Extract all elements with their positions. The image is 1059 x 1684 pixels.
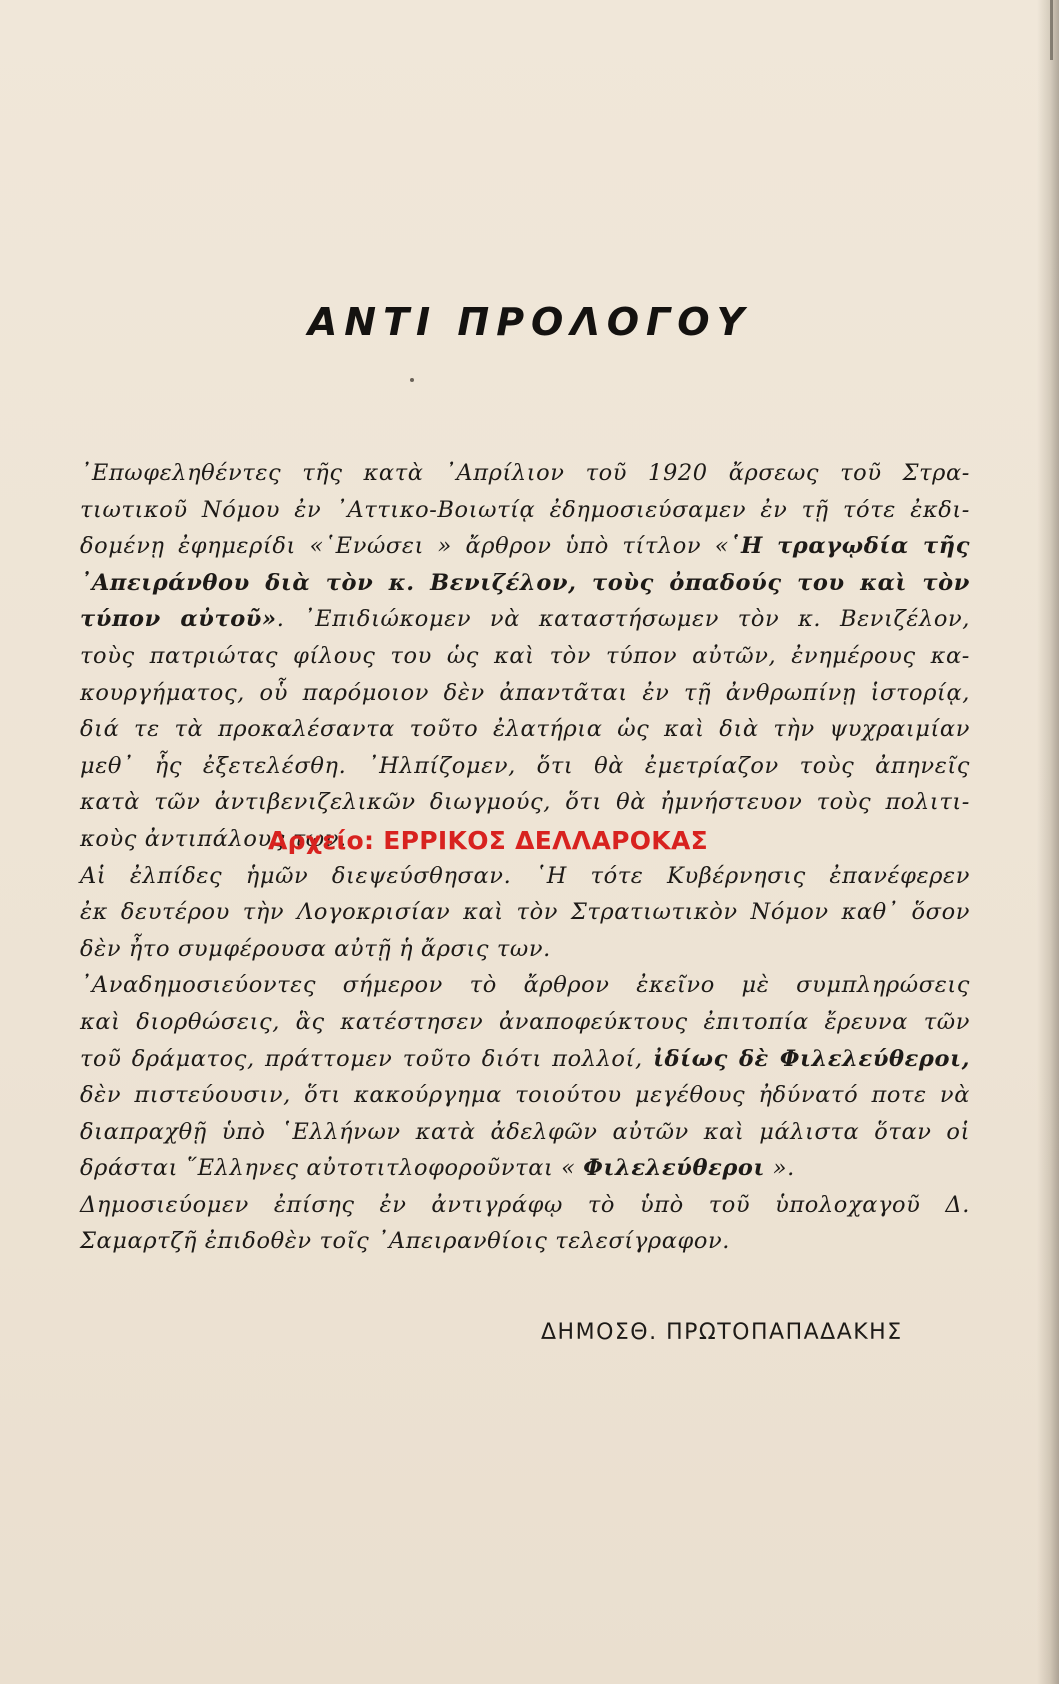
text-line xyxy=(80,675,970,712)
text-segment: . ᾿Επιδιώκομεν νὰ καταστήσωμεν τὸν κ. Βενιζέλον, xyxy=(276,606,970,633)
text-segment: κουργήματος, οὗ παρόμοιον δὲν ἀπαντᾶται ἐν τῇ ἀνθρωπίνῃ ἱστορίᾳ, xyxy=(80,679,970,706)
text-line xyxy=(80,601,970,638)
text-line xyxy=(80,858,970,895)
text-line xyxy=(80,565,970,602)
text-line xyxy=(80,1223,970,1260)
text-line xyxy=(80,1187,970,1224)
text-segment: τοὺς πατριώτας φίλους του ὡς καὶ τὸν τύπον αὐτῶν, ἐνημέρους κα- xyxy=(80,642,970,669)
page-edge-mark xyxy=(1050,0,1053,60)
text-segment: δὲν ἦτο συμφέρουσα αὐτῇ ἡ ἄρσις των. xyxy=(80,935,551,962)
text-segment: κατὰ τῶν ἀντιβενιζελικῶν διωγμούς, ὅτι θὰ ἠμνήστευον τοὺς πολιτι- xyxy=(80,789,970,816)
text-segment: διά τε τὰ προκαλέσαντα τοῦτο ἐλατήρια ὡς καὶ διὰ τὴν ψυχραιμίαν xyxy=(80,716,970,743)
bold-text-segment: Φιλελεύθεροι xyxy=(583,1155,766,1182)
text-segment: Αἱ ἐλπίδες ἡμῶν διεψεύσθησαν. ῾Η τότε Κυβέρνησις ἐπανέφερεν xyxy=(80,862,970,889)
text-segment: δὲν πιστεύουσιν, ὅτι κακούργημα τοιούτου μεγέθους ἠδύνατό ποτε νὰ xyxy=(80,1082,970,1109)
text-segment: κοὺς ἀντιπάλους των. xyxy=(80,825,347,852)
text-segment: ᾿Αναδημοσιεύοντες σήμερον τὸ ἄρθρον ἐκεῖνο μὲ συμπληρώσεις xyxy=(80,972,970,999)
text-segment: ». xyxy=(765,1155,795,1182)
text-line xyxy=(80,748,970,785)
author-signature: ΔΗΜΟΣΘ. ΠΡΩΤΟΠΑΠΑΔΑΚΗΣ xyxy=(541,1320,903,1345)
text-line xyxy=(80,1041,970,1078)
text-line xyxy=(80,1114,970,1151)
text-line xyxy=(80,931,970,968)
text-line xyxy=(80,638,970,675)
text-segment: ἐκ δευτέρου τὴν Λογοκρισίαν καὶ τὸν Στρατιωτικὸν Νόμον καθ᾿ ὅσον xyxy=(80,899,970,926)
text-line xyxy=(80,1004,970,1041)
text-segment: δράσται ῞Ελληνες αὐτοτιτλοφοροῦνται « xyxy=(80,1155,584,1182)
text-line xyxy=(80,1077,970,1114)
text-segment: τιωτικοῦ Νόμου ἐν ᾿Αττικο-Βοιωτίᾳ ἐδημοσιεύσαμεν ἐν τῇ τότε ἐκδι- xyxy=(80,496,970,523)
page-edge-shadow xyxy=(1037,0,1059,1684)
text-line xyxy=(80,711,970,748)
text-line xyxy=(80,1150,970,1187)
text-segment: διαπραχθῇ ὑπὸ ῾Ελλήνων κατὰ ἀδελφῶν αὐτῶν καὶ μάλιστα ὅταν οἱ xyxy=(80,1118,970,1145)
text-segment: μεθ᾿ ἧς ἐξετελέσθη. ᾿Ηλπίζομεν, ὅτι θὰ ἐμετρίαζον τοὺς ἀπηνεῖς xyxy=(80,752,970,779)
text-line xyxy=(80,784,970,821)
text-segment: τοῦ δράματος, πράττομεν τοῦτο διότι πολλοί, xyxy=(80,1045,654,1072)
text-line xyxy=(80,455,970,492)
body-text xyxy=(80,455,970,1260)
text-line xyxy=(80,967,970,1004)
text-line xyxy=(80,894,970,931)
archive-watermark: Αρχείο: ΕΡΡΙΚΟΣ ΔΕΛΛΑΡΟΚΑΣ xyxy=(268,826,708,855)
bold-text-segment: ἰδίως δὲ Φιλελεύθεροι, xyxy=(653,1045,971,1072)
text-segment: δομένῃ ἐφημερίδι «῾Ενώσει » ἄρθρον ὑπὸ τίτλον « xyxy=(80,533,730,560)
text-segment: Σαμαρτζῆ ἐπιδοθὲν τοῖς ᾿Απειρανθίοις τελεσίγραφον. xyxy=(80,1228,731,1255)
page-title: ΑΝΤΙ ΠΡΟΛΟΓΟΥ xyxy=(307,300,752,344)
bold-text-segment: τύπον αὐτοῦ» xyxy=(80,606,277,633)
text-segment: καὶ διορθώσεις, ἃς κατέστησεν ἀναποφεύκτους ἐπιτοπία ἔρευνα τῶν xyxy=(80,1008,970,1035)
text-segment: ᾿Επωφεληθέντες τῆς κατὰ ᾿Απρίλιον τοῦ 1920 ἄρσεως τοῦ Στρα- xyxy=(80,460,970,486)
text-line xyxy=(80,492,970,529)
bold-text-segment: ῾Η τραγῳδία τῆς xyxy=(729,533,970,560)
text-segment: Δημοσιεύομεν ἐπίσης ἐν ἀντιγράφῳ τὸ ὑπὸ τοῦ ὑπολοχαγοῦ Δ. xyxy=(80,1191,970,1218)
bold-text-segment: ᾿Απειράνθου διὰ τὸν κ. Βενιζέλον, τοὺς ὀπαδούς του καὶ τὸν xyxy=(80,569,970,596)
text-line xyxy=(80,528,970,565)
title-dot xyxy=(410,378,414,382)
